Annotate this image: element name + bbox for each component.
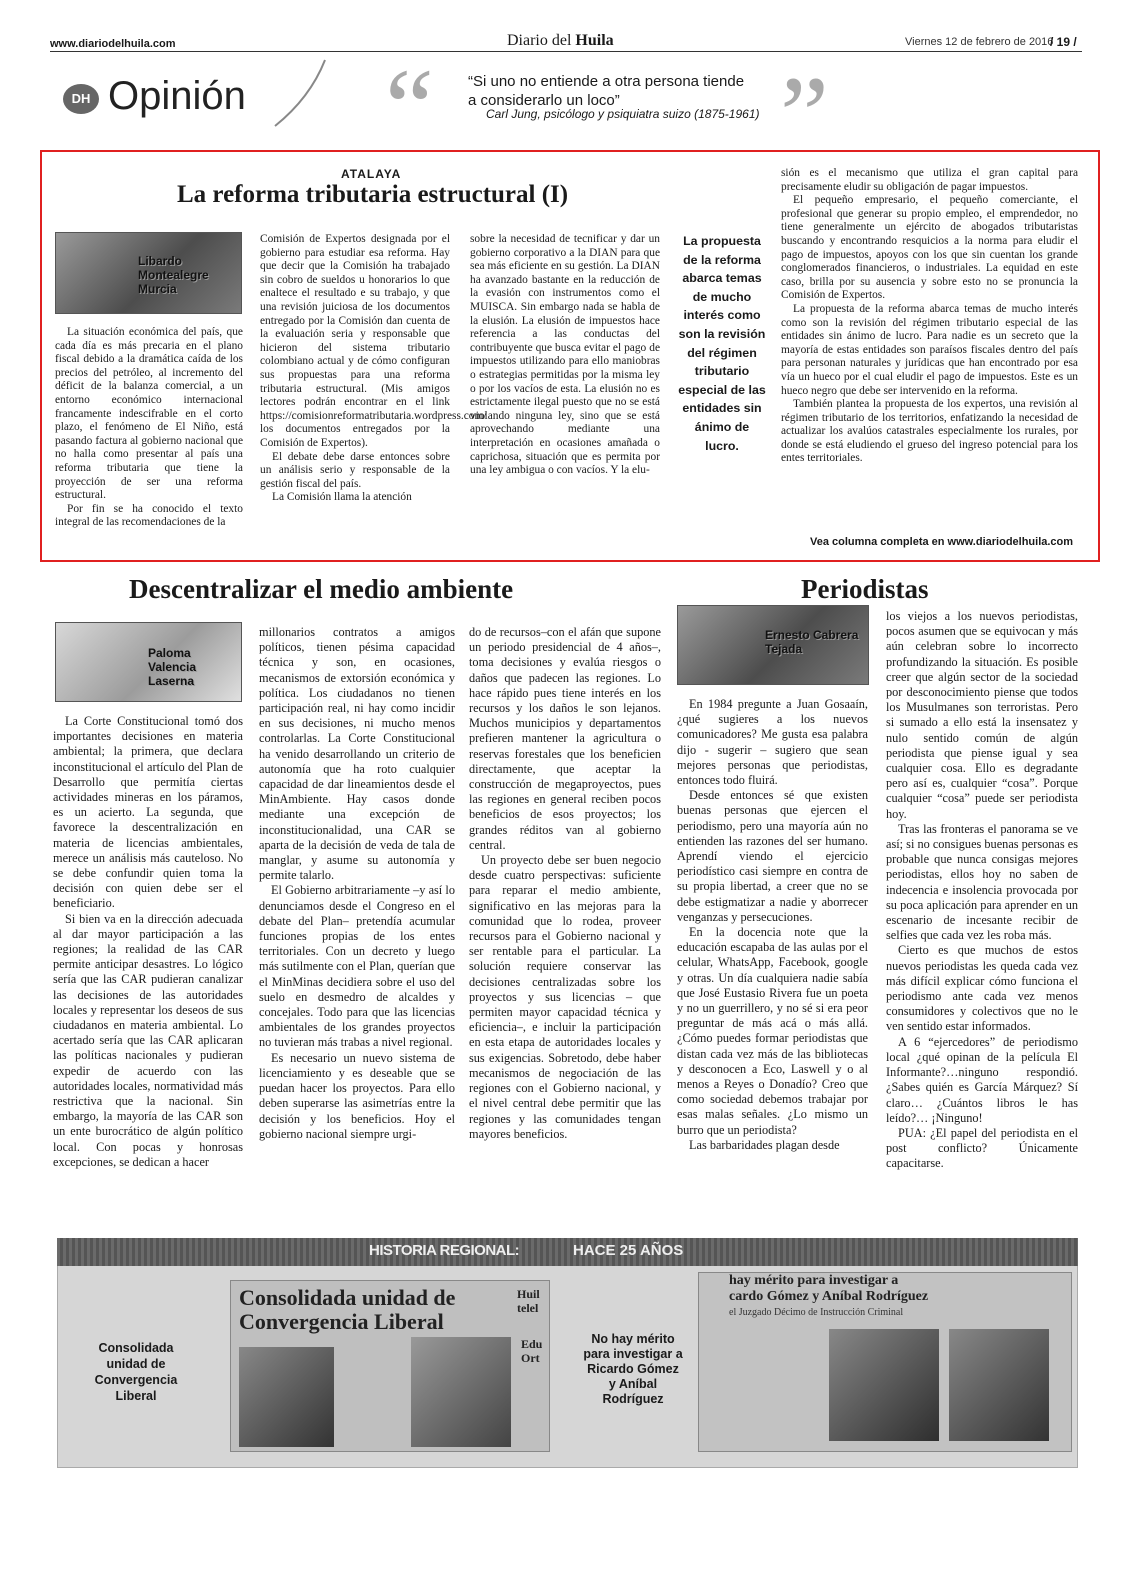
clipping-2-photo-right: [949, 1329, 1049, 1441]
page-number: / 19 /: [1050, 35, 1077, 49]
atalaya-pullquote: La propuesta de la reforma abarca temas de mucho interés como son la revisión del régimen tributario especial de las entidades sin ánimo de lucro.: [678, 234, 766, 453]
newspaper-name: [507, 32, 614, 50]
historia-banner-right: HACE 25 AÑOS: [573, 1242, 684, 1259]
clipping-2-sub: el Juzgado Décimo de Instrucción Criminal: [729, 1307, 904, 1318]
atalaya-kicker: ATALAYA: [341, 167, 402, 181]
paragraph: millonarios contratos a amigos políticos, tienen pésima capacidad técnica y son, en ocasiones, mecanismos de extorsión económica y política. Los ciudadanos no tienen participación real, ni hay como incidir en sus decisiones, ni mucho menos controlarlas. La Corte Constitucional ha venido desarrollando un criterio de autonomía que ha roto cualquier capacidad de dar lineamientos desde el MinAmbiente. Hay casos donde mediante una excepción de inconstitucionalidad, una CAR se aparta de la decisión de veda de tala de manglar, y asume su autonomía y permite talarlo.: [259, 625, 455, 883]
clipping-1-photo-left: [239, 1347, 334, 1447]
paragraph: Tras las fronteras el panorama se ve así; si no consigues buenas personas es probable que nunca consigas mejores periodistas, ellos hoy no saben de indecencia e insolencia provocada por su poca aplicación para aprender en un escenario de incesante recibir de selfies que cada vez les roba más.: [886, 821, 1078, 943]
website-url: www.diariodelhuila.com: [50, 38, 176, 50]
header-rule: [50, 51, 1082, 52]
paragraph: La propuesta de la reforma abarca temas de mucho interés como son la revisión del régimen tributario especial de las entidades sin ánimo de lucro. Para nadie es un secreto que la mayoría de estas entidades son paraísos fiscales dentro del país para personan naturales y jurídicas que han encontrado por esa vía un hueco por el cual eludir el pago de impuestos. Este es un hueco negro que debe ser intervenido en la reforma.: [781, 302, 1078, 397]
paragraph: La situación económica del país, que cada día es más precaria en el plano fiscal debido a la dramática caída de los precios del petróleo, al incremento del déficit de la balanza comercial, a un entorno económico internacional francamente indescifrable en el corto plazo, el fenómeno de El Niño, está pasando factura al gobierno nacional que no halla como presentar al país una reforma tributaria que tiene la proyección de ser una reforma estructural.: [55, 326, 243, 502]
paragraph: En 1984 pregunte a Juan Gosaaín, ¿qué sugieres a los nuevos comunicadores? Me gusta esa palabra dijo - sugerir – sugiero que sean mejores personas que periodistas, entonces todo fluirá.: [677, 697, 868, 788]
quote-close-icon: ”: [780, 54, 829, 176]
clipping-2-headline-2: cardo Gómez y Aníbal Rodríguez: [729, 1289, 929, 1304]
paragraph: El debate debe darse entonces sobre un análisis serio y responsable de la gestión fiscal del país.: [260, 450, 450, 490]
atalaya-footer-link[interactable]: Vea columna completa en www.diariodelhuila.com: [810, 536, 1074, 548]
issue-date: Viernes 12 de febrero de 2016: [905, 36, 1054, 48]
historia-banner-left: HISTORIA REGIONAL:: [369, 1242, 520, 1259]
dh-badge: DH: [63, 84, 99, 114]
paragraph: En la docencia note que la educación escapaba de las aulas por el celular, WhatsApp, Facebook, google y otras. Un día cualquiera nadie sabía que José Eustasio Rivera fue un poeta y no un guerrillero, y no sé si era peor preguntar de más acá o más allá. ¿Cómo puedes formar periodistas que distan cada vez más de las bibliotecas y desconocen a Eco, Laswell y o al menos a Reyes o Donadío? Creo que como sociedad debemos trabajar por esas malas señales. ¿Lo mismo un burro que un periodista?: [677, 925, 868, 1137]
paragraph: Desde entonces sé que existen buenas personas que ejercen el periodismo, pero una mayoría aún no entienden las razones del ser humano. Aprendí viendo el ejercicio periodístico casi siempre en contra de su propia libertad, a creer que no se debe estigmatizar a nadie y aborrecer venganzas y persecuciones.: [677, 788, 868, 924]
historia-caption-1: Consolidada unidad de Convergencia Liberal: [94, 1341, 178, 1403]
clipping-2-headline: hay mérito para investigar a: [729, 1273, 899, 1288]
paragraph: Es necesario un nuevo sistema de licenciamiento y es deseable que se puedan hacer los proyectos. Para ello deben superarse las asimetrías entre la decisión y los beneficios. Hoy el gobierno nacional siempre urgi-: [259, 1050, 455, 1141]
paragraph: Las barbaridades plagan desde: [689, 1137, 840, 1152]
paragraph: los viejos a los nuevos periodistas, pocos asumen que se equivocan y más aún celebran sobre lo incorrecto profundizando la situación. Es posible creer que algún sector de la sociedad por desconocimiento piense que todos los Musulmanes son terroristas. Pero si sumado a ello está la insensatez y nulo sentido común de algún periodista que piense igual y sea cualquier cosa. Ello es degradante pero así es, cualquier “cosa”. Porque cualquier “cosa” puede ser periodista hoy.: [886, 609, 1078, 821]
paragraph: La Comisión llama la atención: [272, 491, 412, 504]
paragraph: sión es el mecanismo que utiliza el gran capital para precisamente eludir su obligación de pagar impuestos.: [781, 167, 1078, 193]
paragraph: El Gobierno arbitrariamente –y así lo denunciamos desde el Congreso en el debate del Plan– pretendía acumular funciones propias de los entes territoriales. Con un decreto y luego más sutilmente con el Plan, querían que el MinMinas decidiera sobre el uso del suelo en desmedro de alcaldes y concejales. Todo para que las licencias ambientales de los grandes proyectos no tuvieran más trabas a nivel regional.: [259, 883, 455, 1050]
paragraph: Cierto es que muchos de estos nuevos periodistas les queda cada vez más difícil explicar cómo funciona el periodismo ante cada vez menos consumidores y colectivos que no le ven sentido estar informados.: [886, 943, 1078, 1034]
paragraph: Por fin se ha conocido el texto integral de las recomendaciones de la: [55, 502, 243, 529]
quote-open-icon: “: [385, 46, 434, 168]
descentralizar-column-3: [469, 625, 661, 1142]
quote-text: “Si uno no entiende a otra persona tiende a considerarlo un loco”: [468, 73, 745, 109]
paragraph: La Corte Constitucional tomó dos importantes decisiones en materia ambiental; la primera, que declara inconstitucional el artículo del Plan de Desarrollo que permitía ciertas actividades mineras en los páramos, es un acierto. La segunda, que favorece la descentralización en materia de licencias ambientales, merece un análisis más cauteloso. No se debe confundir quien toma la decisión con quien debe ser el beneficiario.: [53, 714, 243, 911]
periodistas-column-2: [886, 609, 1078, 1172]
atalaya-column-4: [781, 167, 1078, 466]
section-title: Opinión: [108, 74, 246, 118]
quote-author: Carl Jung, psicólogo y psiquiatra suizo (1875-1961): [486, 107, 760, 121]
atalaya-column-1: [55, 326, 243, 530]
section-swoosh: [270, 58, 330, 128]
periodistas-author-name: Ernesto Cabrera Tejada: [765, 628, 859, 656]
clipping-1-side-1: Huil telel: [517, 1287, 540, 1315]
newspaper-name-prefix: Diario del: [507, 32, 576, 49]
newspaper-name-bold: Huila: [575, 32, 614, 49]
atalaya-column-3: [470, 233, 660, 478]
paragraph: sobre la necesidad de tecnificar y dar un gobierno corporativo a la DIAN para que sea más eficiente en su gestión. La DIAN ha avanzado bastante en la reducción de la evasión con instrumentos como el MUISCA. Sin embargo nada se habla de la elusión. La elusión de impuestos hace referencia a las conductas del contribuyente que busca evitar el pago de impuestos utilizando para ello maniobras o estrategias permitidas por la misma ley o por los vacíos de esta. La elusión no es estrictamente ilegal puesto que no se está violando ninguna ley, sino que se está aprovechando mediante una interpretación en ocasiones amañada o caprichosa, situación que es permita por una ley ambigua o con vacíos. Y la elu-: [470, 233, 660, 477]
historia-banner: [57, 1238, 1078, 1266]
paragraph: Si bien va en la dirección adecuada al dar mayor participación a las regiones; la realidad de las CAR permite anticipar desastres. Lo lógico sería que las CAR pudieran canalizar las decisiones de las autoridades locales y representar los deseos de sus ciudadanos en materia ambiental. Lo acertado sería que las CAR aplicaran las políticas nacionales y pudieran expedir de acuerdo con las autoridades locales, normatividad más restrictiva que la nacional. Sin embargo, la mayoría de las CAR son un ente burocrático de algún político local. Con pocas y honrosas excepciones, se dedican a hacer: [53, 911, 243, 1169]
periodistas-column-1: [677, 697, 868, 1153]
atalaya-title: La reforma tributaria estructural (I): [177, 181, 569, 208]
paragraph: A 6 “ejercedores” de periodismo local ¿qué opinan de la película El Informante?…ninguno respondió. ¿Sabes quién es García Márquez? Sí claro… ¿Cuántos libros le has leído?… ¡Ninguno!: [886, 1034, 1078, 1125]
atalaya-column-2: [260, 233, 487, 505]
clipping-2-photo-left: [829, 1329, 939, 1441]
clipping-1-headline-2: Convergencia Liberal: [239, 1309, 444, 1334]
paragraph: El pequeño empresario, el pequeño comerciante, el profesional que generar su propio empleo, el emprendedor, no tiene generalmente un ejército de abogados tributaristas buscando y encontrando resquicios a la norma para eludir el pago de impuestos, apoyos con los que sin cuentan los grande conglomerados financieros, o industriales. La equidad en este caso, brilla por su ausencia y sobre esto no se pronuncia la Comisión de Expertos.: [781, 194, 1078, 302]
atalaya-author-name: Libardo Montealegre Murcia: [138, 254, 209, 296]
paragraph: PUA: ¿El papel del periodista en el post conflicto? Únicamente capacitarse.: [886, 1125, 1078, 1171]
paragraph: do de recursos–con el afán que supone un periodo presidencial de 4 años–, toma decisiones y evalúa riesgos o daños que padecen las regiones. Lo hace rápido pues tiene interés en los recursos y los daños le son lejanos. Muchos municipios y departamentos prefieren mantener la agricultura o reservas forestales que los beneficien directamente, que aceptar la construcción de megaproyectos, pues las regiones en general reciben pocos beneficios de esos proyectos; los grandes réditos van al gobierno central.: [469, 625, 661, 852]
historia-clipping-1: [230, 1280, 550, 1452]
historia-clipping-2: [698, 1272, 1072, 1452]
clipping-1-headline: Consolidada unidad de: [239, 1285, 456, 1310]
clipping-1-side-2: Edu Ort: [521, 1337, 543, 1365]
descentralizar-title: Descentralizar el medio ambiente: [129, 574, 514, 604]
paragraph: Comisión de Expertos designada por el gobierno para estudiar esa reforma. Hay que decir que la Comisión ha trabajado sin cobro de sueldos u honorarios lo que enaltece el resultado e su trabajo, y que una revisión juiciosa de los documentos entregado por la Comisión dan cuenta de la evaluación seria y responsable que hicieron del sistema tributario colombiano actual y de cómo configuran sus propuestas para una reforma tributaria estructural. (Mis amigos lectores podrán encontrar en el link https://comisionreformatributaria.wordpress.com/ los documentos entregados por la Comisión de Expertos).: [260, 233, 487, 449]
clipping-1-photo-right: [411, 1337, 511, 1447]
descentralizar-column-2: [259, 625, 455, 1142]
paragraph: Un proyecto debe ser buen negocio desde cuatro perspectivas: suficiente para reparar el medio ambiente, significativo en las mejoras para la comunidad que lo rodea, proveer recursos para el Gobierno nacional y ser rentable para el particular. La solución requiere conservar las decisiones centralizadas sobre los proyectos y sus licencias – que permiten mayor capacidad técnica y eficiencia–, e incluir la participación en esta etapa de autoridades locales y sus exigencias. Sobretodo, debe haber mecanismos de negociación de las regiones con el Gobierno nacional, y el nivel central debe permitir que las regiones y las comunidades tengan mayores beneficios.: [469, 853, 661, 1141]
descentralizar-column-1: [53, 714, 243, 1170]
historia-caption-2: No hay mérito para investigar a Ricardo Gómez y Aníbal Rodríguez: [583, 1332, 683, 1406]
paragraph: También plantea la propuesta de los expertos, una revisión al régimen tributario de los territorios, enfatizando la necesidad de actualizar los avalúos catastrales especialmente los rurales, por donde se está eludiendo el grueso del ingreso potencial para los entes territoriales.: [781, 398, 1078, 465]
periodistas-title: Periodistas: [801, 574, 929, 604]
descentralizar-author-name: Paloma Valencia Laserna: [148, 646, 197, 688]
